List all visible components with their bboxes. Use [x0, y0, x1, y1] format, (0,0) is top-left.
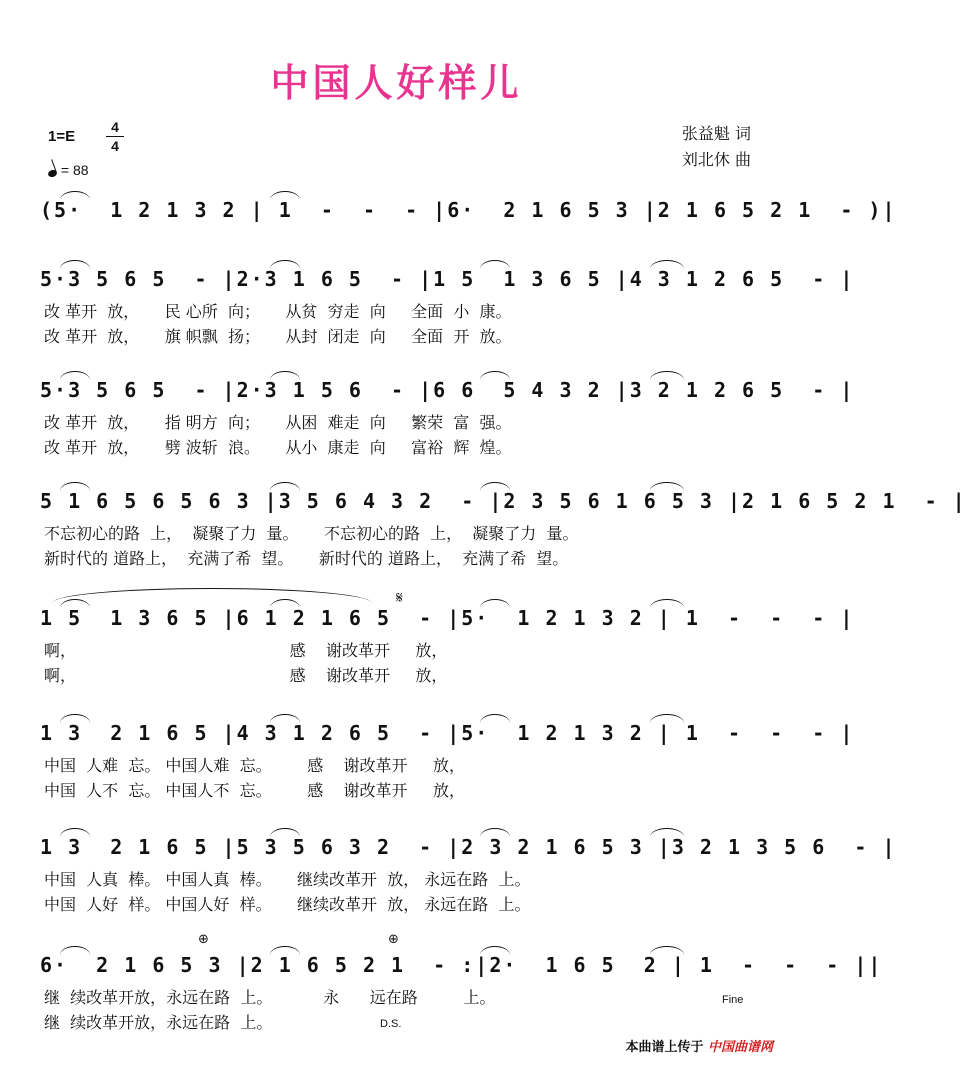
lyric-line-2: 新时代的 道路上， 充满了希 望。 新时代的 道路上， 充满了希 望。 — [44, 549, 569, 568]
coda-mark-1: ⊕ — [198, 932, 209, 947]
lyric-line-2: 继 续改革开放，永远在路 上。 — [44, 1013, 273, 1032]
lyricist-credit: 张益魁 词 — [681, 124, 751, 143]
notation-line: 6· 2 1 6 5 3 |2 1 6 5 2 1 - :|2· 1 6 5 2 | 1 - - - || — [40, 953, 883, 977]
segno-mark: 𝄋 — [396, 588, 403, 607]
footer-credit — [625, 1036, 773, 1055]
lyric-line-1: 改 革开 放， 民 心所 向； 从贫 穷走 向 全面 小 康。 — [44, 302, 512, 321]
time-signature — [106, 119, 124, 154]
lyric-line-2: 啊， 感 谢改革开 放， — [44, 666, 448, 685]
coda-mark-2: ⊕ — [388, 932, 399, 947]
notation-line: 1 5 1 3 6 5 |6 1 2 1 6 5 - |5· 1 2 1 3 2 | 1 - - - | — [40, 606, 855, 630]
fine-mark: Fine — [722, 994, 744, 1006]
notation-line: (5· 1 2 1 3 2 | 1 - - - |6· 2 1 6 5 3 |2 1 6 5 2 1 - )| — [40, 198, 897, 222]
lyric-line-2: 中国 人好 样。 中国人好 样。 继续改革开 放， 永远在路 上。 — [44, 895, 531, 914]
lyric-line-1: 不忘初心的路 上， 凝聚了力 量。 不忘初心的路 上， 凝聚了力 量。 — [44, 524, 579, 543]
notation-line: 5·3 5 6 5 - |2·3 1 6 5 - |1 5 1 3 6 5 |4 3 1 2 6 5 - | — [40, 267, 855, 291]
site-logo[interactable]: 中国曲谱网 — [707, 1040, 773, 1055]
tempo-value: = 88 — [60, 162, 89, 178]
composer-credit: 刘北休 曲 — [681, 150, 751, 169]
notation-line: 5·3 5 6 5 - |2·3 1 5 6 - |6 6 5 4 3 2 |3 2 1 2 6 5 - | — [40, 378, 855, 402]
meter-bottom: 4 — [111, 138, 119, 154]
lyric-line-1: 啊， 感 谢改革开 放， — [44, 641, 448, 660]
meter-top: 4 — [111, 119, 119, 135]
notation-line: 1 3 2 1 6 5 |5 3 5 6 3 2 - |2 3 2 1 6 5 3 |3 2 1 3 5 6 - | — [40, 835, 897, 859]
quarter-note-icon — [47, 169, 58, 179]
long-slur — [52, 588, 372, 603]
song-title: 中国人好样儿 — [270, 61, 523, 105]
lyric-line-2: 中国 人不 忘。 中国人不 忘。 感 谢改革开 放， — [44, 781, 465, 800]
key-signature: 1=E — [48, 128, 76, 145]
ds-mark: D.S. — [380, 1018, 402, 1030]
lyric-line-2: 改 革开 放， 劈 波斩 浪。 从小 康走 向 富裕 辉 煌。 — [44, 438, 512, 457]
lyric-line-2: 改 革开 放， 旗 帜飘 扬； 从封 闭走 向 全面 开 放。 — [44, 327, 512, 346]
lyric-line-1: 中国 人难 忘。 中国人难 忘。 感 谢改革开 放， — [44, 756, 465, 775]
lyric-line-1: 继 续改革开放，永远在路 上。 永 远在路 上。 — [44, 988, 496, 1007]
notation-line: 1 3 2 1 6 5 |4 3 1 2 6 5 - |5· 1 2 1 3 2 | 1 - - - | — [40, 721, 855, 745]
lyric-line-1: 改 革开 放， 指 明方 向； 从困 难走 向 繁荣 富 强。 — [44, 413, 512, 432]
notation-line: 5 1 6 5 6 5 6 3 |3 5 6 4 3 2 - |2 3 5 6 1 6 5 3 |2 1 6 5 2 1 - | — [40, 489, 967, 513]
lyric-line-1: 中国 人真 棒。 中国人真 棒。 继续改革开 放， 永远在路 上。 — [44, 870, 531, 889]
tempo-marking — [48, 162, 89, 178]
footer-text: 本曲谱上传于 — [625, 1040, 704, 1055]
